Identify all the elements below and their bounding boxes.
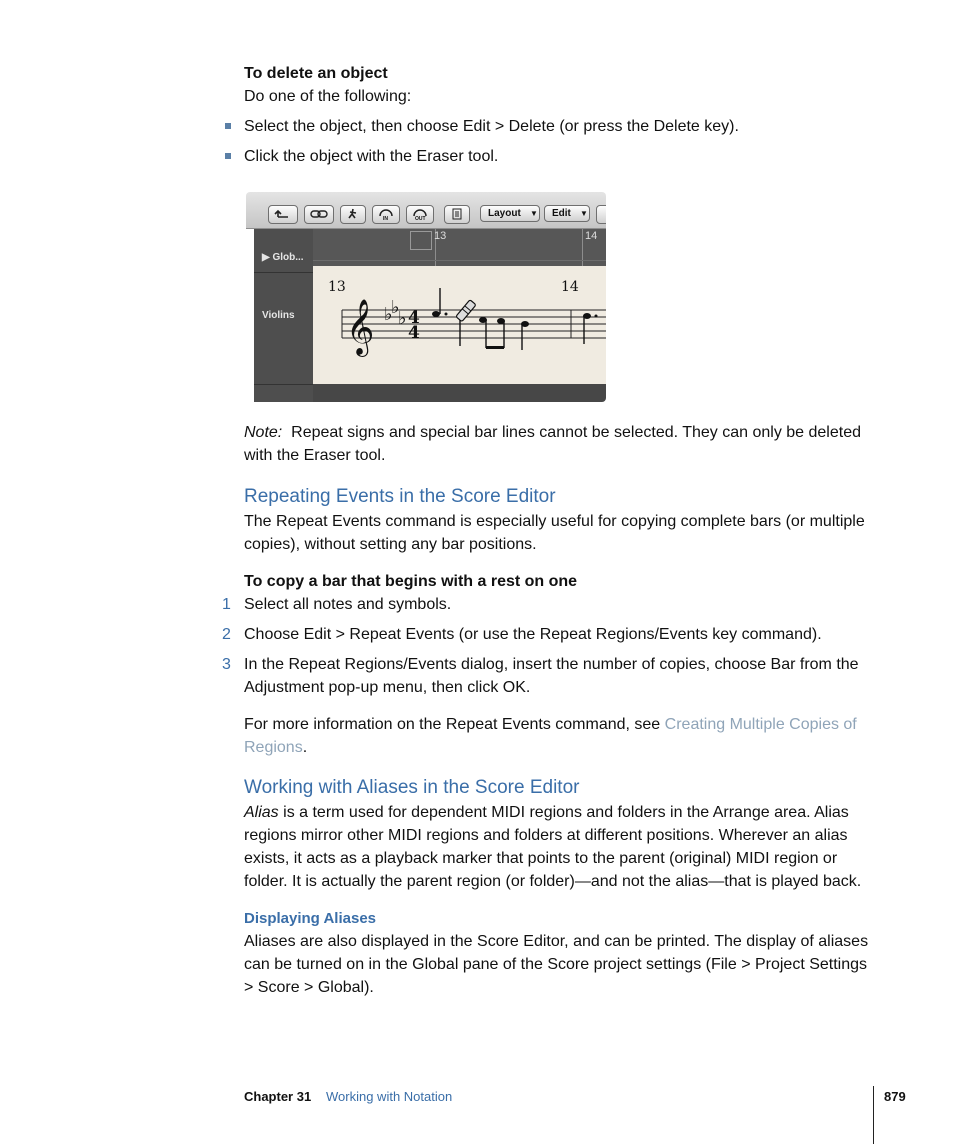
bar-ruler[interactable] [313,229,606,266]
track-header-column [254,229,313,402]
layout-menu-label: Layout [488,208,521,219]
bullet-item: Click the object with the Eraser tool. [244,148,499,165]
note-label: Note: [244,424,283,441]
eraser-tool-icon [456,300,476,322]
note-text: Repeat signs and special bar lines cannot be selected. They can only be deleted with the Eraser tool. [244,424,861,464]
subsection-displaying-aliases [244,907,880,930]
page-number: 879 [884,1089,906,1104]
alias-term: Alias [244,804,279,821]
displaying-aliases-body: Aliases are also displayed in the Score Editor, and can be printed. The display of aliases can be turned on in the Global pane of the Score project settings (File > Project Settings > Score > Global). [244,933,869,996]
step-number: 2 [222,626,231,643]
svg-text:♭: ♭ [398,308,407,329]
aliases-body [244,801,880,893]
track-label-violins[interactable]: Violins [262,310,295,321]
more-info-prefix: For more information on the Repeat Events command, see [244,716,665,733]
chevron-down-icon: ▼ [530,209,538,218]
staff-bar-number-14: 14 [561,279,579,295]
functions-menu[interactable] [596,205,606,224]
score-editor-screenshot [246,192,606,402]
svg-text:♭: ♭ [391,297,400,318]
step-number: 1 [222,596,231,613]
bullet-item: Select the object, then choose Edit > Delete (or press the Delete key). [244,118,739,135]
link-back-button[interactable] [268,205,298,224]
score-staff-area[interactable] [313,266,606,384]
note-paragraph [244,421,880,467]
section-repeating [244,485,880,508]
subsection-heading: Displaying Aliases [244,910,376,927]
section-heading-aliases: Working with Aliases in the Score Editor [244,777,580,798]
svg-text:♭: ♭ [384,304,393,325]
ruler-bar-13: 13 [434,230,447,242]
task-heading-copy-bar: To copy a bar that begins with a rest on one [244,573,578,590]
walking-figure-icon [341,206,365,222]
layout-menu[interactable] [480,205,540,222]
midi-out-label: OUT [415,216,426,222]
bullet-marker [225,123,231,129]
step-number: 3 [222,656,231,673]
more-info-paragraph [244,713,880,759]
treble-clef-icon: 𝄞 [346,299,375,355]
cross-reference-link[interactable]: Creating Multiple Copies of Regions [244,716,857,756]
midi-in-button[interactable] [372,205,400,224]
more-info-suffix: . [302,739,308,756]
task-heading-delete: To delete an object [244,65,388,82]
intro-text: Do one of the following: [244,88,412,105]
staff-bar-number-13: 13 [328,279,346,295]
time-signature-bottom: 4 [408,323,420,343]
list-button[interactable] [444,205,470,224]
link-button[interactable] [304,205,334,224]
section-aliases [244,776,880,799]
midi-in-label: IN [383,216,388,222]
bullet-marker [225,153,231,159]
score-toolbar [246,192,606,229]
repeating-body: The Repeat Events command is especially useful for copying complete bars (or multiple copies), without setting any bar positions. [244,513,865,553]
footer-divider [873,1086,874,1144]
time-signature-top: 4 [408,308,420,328]
score-footer-bar [313,384,606,402]
chain-link-icon [305,206,333,222]
ruler-bar-14: 14 [585,230,598,242]
selection-box [410,231,432,250]
track-label-global[interactable]: ▶ Glob... [262,252,304,263]
chevron-down-icon: ▼ [580,209,588,218]
step-text: In the Repeat Regions/Events dialog, insert the number of copies, choose Bar from the Adjustment pop-up menu, then click OK. [244,656,859,696]
midi-out-button[interactable] [406,205,434,224]
step-text: Select all notes and symbols. [244,596,452,613]
list-icon [445,206,469,222]
arrow-up-left-icon [269,206,297,222]
aliases-body-text: is a term used for dependent MIDI regions and folders in the Arrange area. Alias regions mirror other MIDI regions and folders at different positions. Wherever an alias exists, it acts as a playback marker that points to the parent (original) MIDI region or folder. It is actually the parent region (or folder)—and not the alias—that is played back. [244,804,862,890]
edit-menu[interactable] [544,205,590,222]
staff-notation [313,266,606,384]
step-text: Choose Edit > Repeat Events (or use the Repeat Regions/Events key command). [244,626,822,643]
tool-button[interactable] [340,205,366,224]
edit-menu-label: Edit [552,208,571,219]
footer-chapter-title[interactable]: Working with Notation [326,1089,453,1104]
footer-chapter: Chapter 31 [244,1089,312,1104]
section-heading-repeating: Repeating Events in the Score Editor [244,486,556,507]
